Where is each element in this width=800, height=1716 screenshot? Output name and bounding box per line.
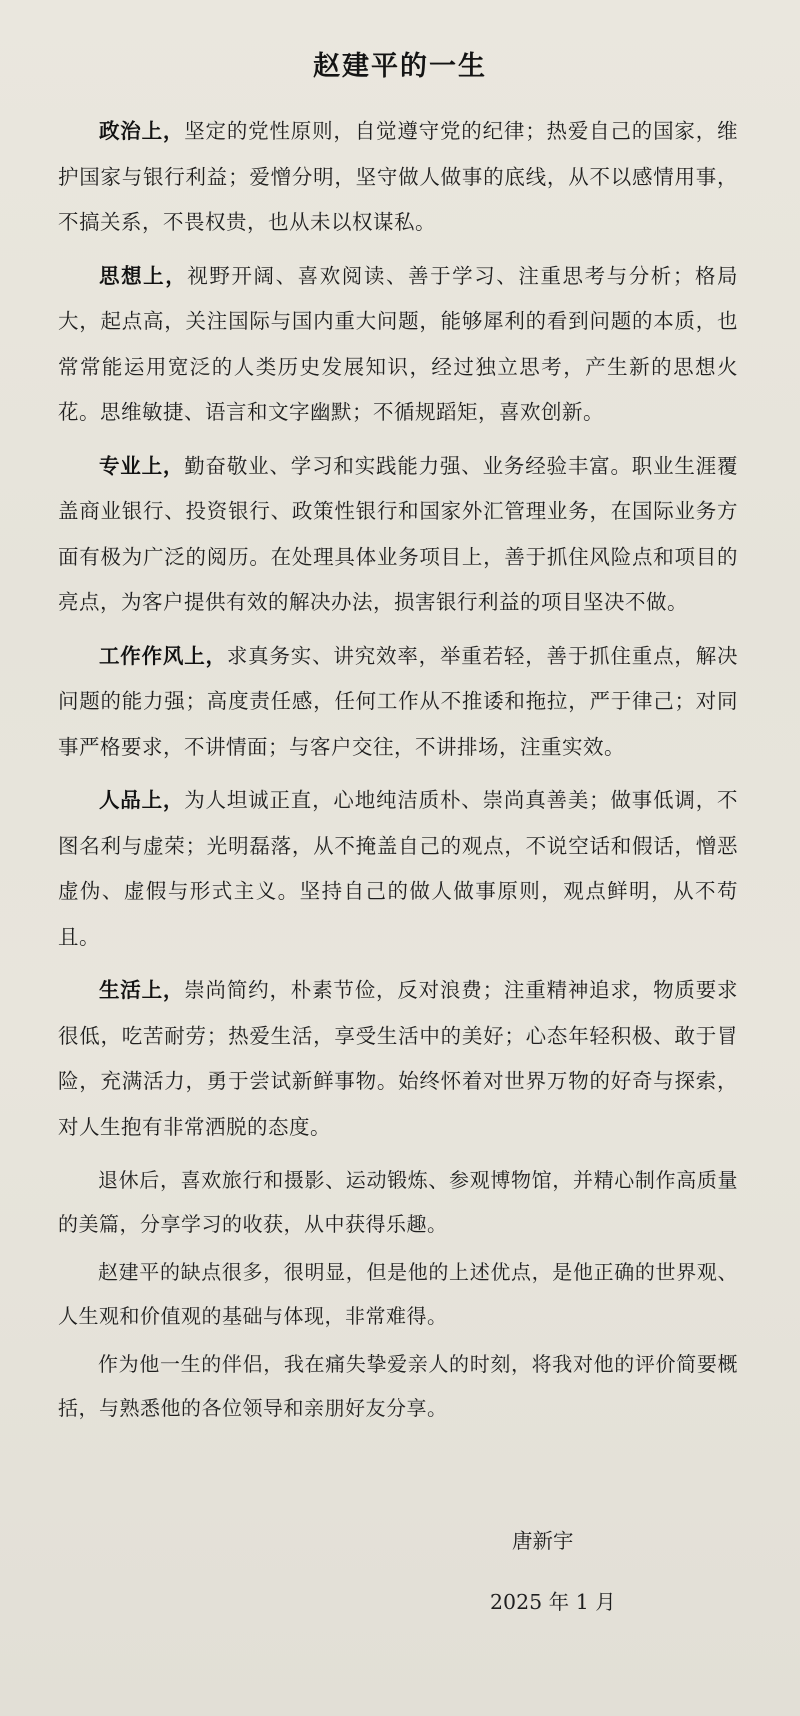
closing-assessment: 赵建平的缺点很多，很明显，但是他的上述优点，是他正确的世界观、人生观和价值观的基础与体现，非常难得。 bbox=[58, 1260, 738, 1328]
section-heading: 人品上， bbox=[99, 788, 185, 812]
section-profession bbox=[58, 444, 738, 626]
section-body: 视野开阔、喜欢阅读、善于学习、注重思考与分析；格局大，起点高，关注国际与国内重大问题，能够犀利的看到问题的本质，也常常能运用宽泛的人类历史发展知识，经过独立思考，产生新的思想火花。思维敏捷、语言和文字幽默；不循规蹈矩，喜欢创新。 bbox=[58, 263, 739, 424]
section-work-style bbox=[58, 634, 738, 771]
section-heading: 思想上， bbox=[99, 263, 188, 288]
section-body: 求真务实、讲究效率，举重若轻，善于抓住重点，解决问题的能力强；高度责任感，任何工作从不推诿和拖拉，严于律己；对同事严格要求，不讲情面；与客户交往，不讲排场，注重实效。 bbox=[58, 643, 739, 759]
signature-name: 唐新宇 bbox=[512, 1529, 574, 1553]
section-body: 勤奋敬业、学习和实践能力强、业务经验丰富。职业生涯覆盖商业银行、投资银行、政策性银行和国家外汇管理业务，在国际业务方面有极为广泛的阅历。在处理具体业务项目上，善于抓住风险点和项目的亮点，为客户提供有效的解决办法，损害银行利益的项目坚决不做。 bbox=[58, 453, 739, 614]
section-heading: 工作作风上， bbox=[99, 643, 227, 668]
section-heading: 生活上， bbox=[99, 978, 185, 1002]
section-heading: 专业上， bbox=[99, 453, 185, 478]
section-heading: 政治上， bbox=[99, 119, 185, 143]
closing-retirement: 退休后，喜欢旅行和摄影、运动锻炼、参观博物馆，并精心制作高质量的美篇，分享学习的收获，从中获得乐趣。 bbox=[58, 1168, 738, 1236]
section-politics bbox=[58, 109, 738, 246]
page-title: 赵建平的一生 bbox=[313, 51, 487, 82]
signature-date: 2025 年 1 月 bbox=[490, 1590, 616, 1614]
section-body: 崇尚简约，朴素节俭，反对浪费；注重精神追求，物质要求很低，吃苦耐劳；热爱生活，享受生活中的美好；心态年轻积极、敢于冒险，充满活力，勇于尝试新鲜事物。始终怀着对世界万物的好奇与探索，对人生抱有非常洒脱的态度。 bbox=[58, 978, 739, 1139]
section-thought bbox=[58, 254, 738, 436]
closing-dedication: 作为他一生的伴侣，我在痛失挚爱亲人的时刻，将我对他的评价简要概括，与熟悉他的各位领导和亲朋好友分享。 bbox=[58, 1352, 738, 1420]
section-character bbox=[58, 778, 738, 960]
section-body: 为人坦诚正直，心地纯洁质朴、崇尚真善美；做事低调，不图名利与虚荣；光明磊落，从不掩盖自己的观点，不说空话和假话，憎恶虚伪、虚假与形式主义。坚持自己的做人做事原则，观点鲜明，从不苟且。 bbox=[58, 788, 739, 949]
section-life bbox=[58, 968, 738, 1150]
section-body: 坚定的党性原则，自觉遵守党的纪律；热爱自己的国家，维护国家与银行利益；爱憎分明，坚守做人做事的底线，从不以感情用事，不搞关系，不畏权贵，也从未以权谋私。 bbox=[58, 119, 739, 234]
